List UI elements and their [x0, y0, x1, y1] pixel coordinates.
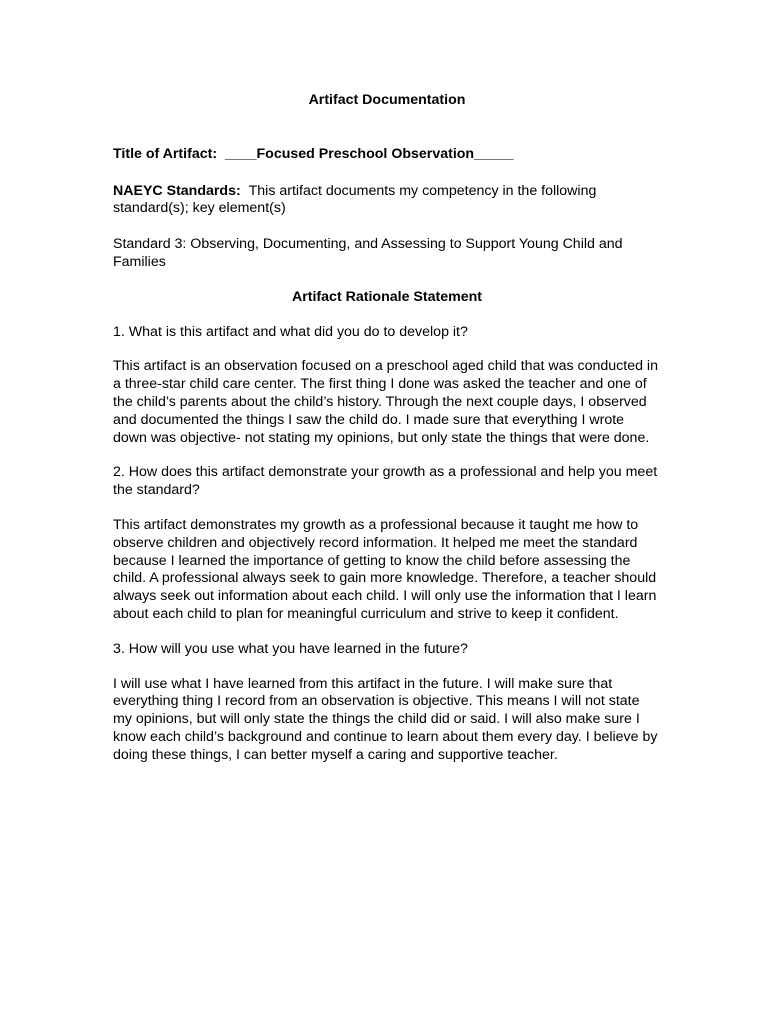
naeyc-standards-label: NAEYC Standards: [113, 182, 241, 199]
answer-1: This artifact is an observation focused on a preschool aged child that was conducted in a three-star child care center. The first thing I done was asked the teacher and one of the child’s parents about the child’s history. Through the next couple days, I observed and documented the things I saw the child do. I made sure that everything I wrote down was objective- not stating my opinions, but only state the things that were done. [113, 358, 658, 446]
question-2: 2. How does this artifact demonstrate your growth as a professional and help you meet the standard? [113, 464, 658, 499]
standard-statement: Standard 3: Observing, Documenting, and Assessing to Support Young Child and Families [113, 236, 623, 270]
answer-2: This artifact demonstrates my growth as a professional because it taught me how to observe children and objectively record information. It helped me meet the standard because I learned the importance of getting to know the child before assessing the child. A professional always seek to gain more knowledge. Therefore, a teacher should always seek out information about each child. I will only use the information that I learn about each child to plan for meaningful curriculum and strive to keep it confident. [113, 516, 657, 622]
artifact-title-line [113, 146, 661, 164]
question-1: 1. What is this artifact and what did you do to develop it? [113, 323, 468, 340]
answer-3: I will use what I have learned from this artifact in the future. I will make sure that everything thing I record from an observation is objective. This means I will not state my opinions, but will only state the things the child did or said. I will also make sure I know each child’s background and continue to learn about them every day. I believe by doing these things, I can better myself a caring and supportive teacher. [113, 675, 658, 763]
rationale-heading: Artifact Rationale Statement [292, 288, 482, 305]
artifact-title-value: ____Focused Preschool Observation_____ [224, 145, 514, 162]
document-heading: Artifact Documentation [308, 92, 466, 108]
naeyc-standards-text: This artifact documents my competency in the following standard(s); key element(s) [113, 182, 597, 217]
document-content [113, 92, 661, 782]
naeyc-standards-paragraph [113, 183, 661, 219]
artifact-title-label: Title of Artifact: [113, 145, 218, 162]
question-3: 3. How will you use what you have learned in the future? [113, 640, 468, 657]
